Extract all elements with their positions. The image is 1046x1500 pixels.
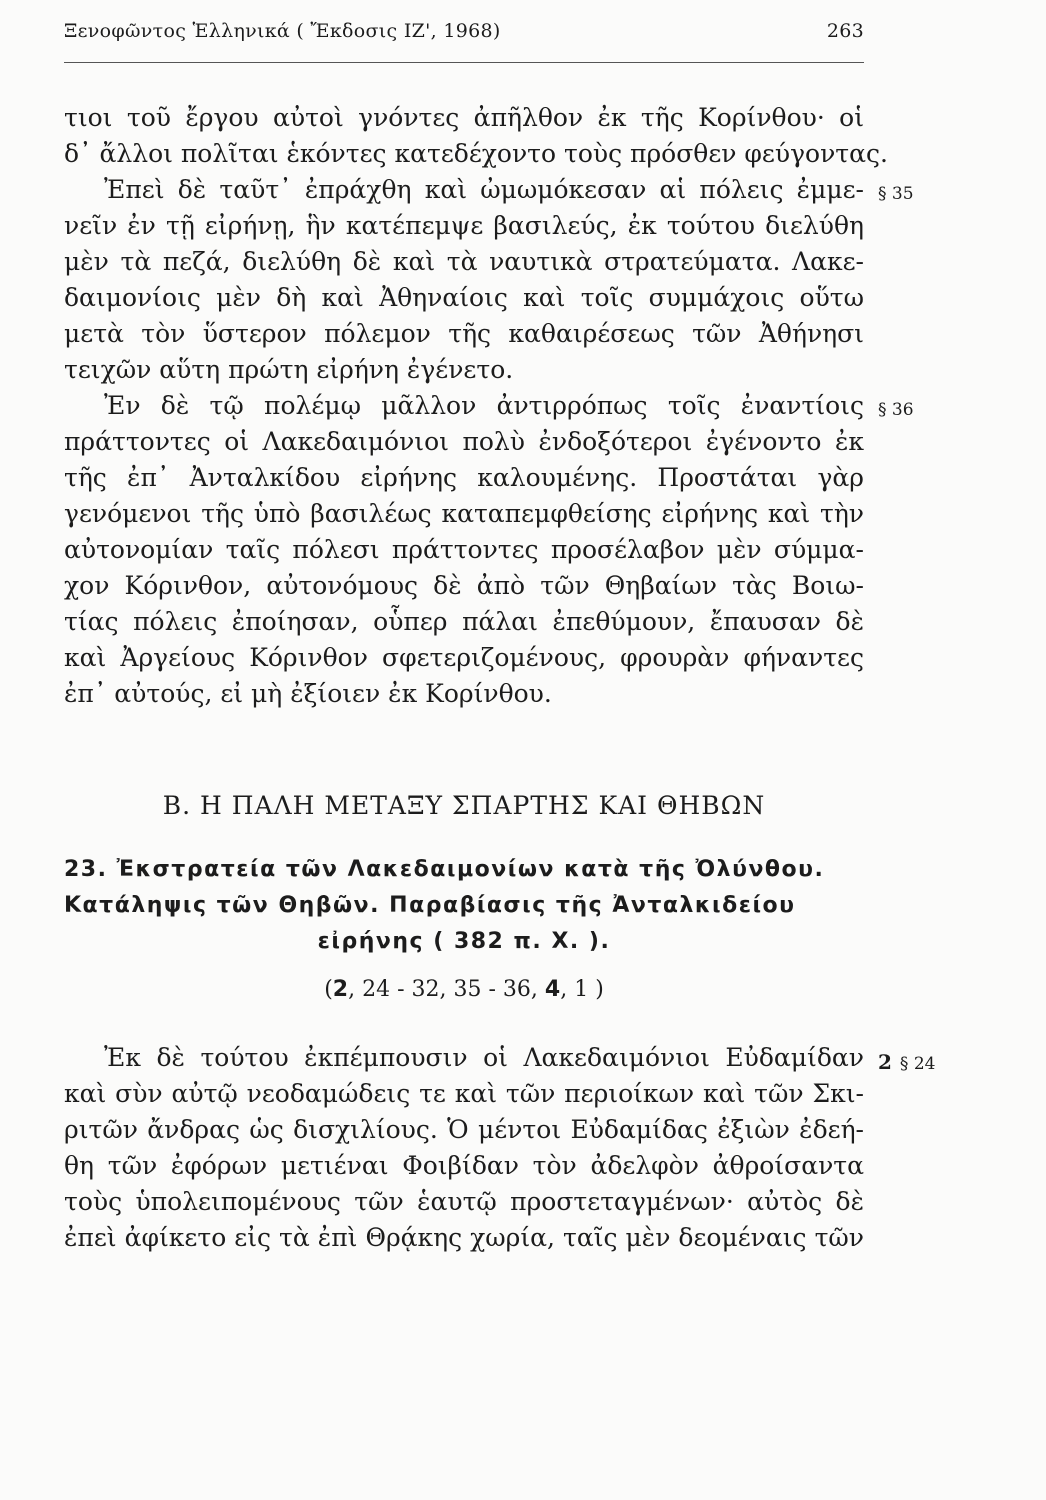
text-line: τῆς ἐπ᾿ Ἀνταλκίδου εἰρήνης καλουμένης. Προστάται γὰρ <box>64 463 864 492</box>
text-line: τοὺς ὑπολειπομένους τῶν ἑαυτῷ προστεταγμένων· αὐτὸς δὲ <box>64 1187 864 1216</box>
reference-book-b: 4 <box>544 977 561 1002</box>
reference-book-a: 2 <box>332 977 349 1002</box>
text-line: δαιμονίοις μὲν δὴ καὶ Ἀθηναίοις καὶ τοῖς συμμάχοις οὕτω <box>64 283 864 312</box>
text-line: πράττοντες οἱ Λακεδαιμόνιοι πολὺ ἐνδοξότεροι ἐγένοντο ἐκ <box>64 427 864 456</box>
chapter-title-line: 23. Ἐκστρατεία τῶν Λακεδαιμονίων κατὰ τῆς Ὀλύνθου. <box>64 857 825 882</box>
chapter-title-line: Κατάληψις τῶν Θηβῶν. Παραβίασις τῆς Ἀνταλκιδείου <box>64 893 796 918</box>
margin-section-36: § 36 <box>878 400 914 420</box>
text-line: νεῖν ἐν τῇ εἰρήνῃ, ἣν κατέπεμψε βασιλεύς, ἐκ τούτου διελύθη <box>64 211 864 240</box>
running-header <box>64 20 864 48</box>
text-line: Ἐπεὶ δὲ ταῦτ᾿ ἐπράχθη καὶ ὠμωμόκεσαν αἱ πόλεις ἐμμε- <box>104 175 864 204</box>
chapter-title-line: εἰρήνης ( 382 π. Χ. ). <box>317 929 611 954</box>
margin-section-35: § 35 <box>878 184 914 204</box>
text-line: θη τῶν ἐφόρων μετιέναι Φοιβίδαν τὸν ἀδελφὸν ἀθροίσαντα <box>64 1151 864 1180</box>
text-line: δ᾿ ἄλλοι πολῖται ἑκόντες κατεδέχοντο τοὺς πρόσθεν φεύγοντας. <box>64 139 888 168</box>
text-line: Ἐκ δὲ τούτου ἐκπέμπουσιν οἱ Λακεδαιμόνιοι Εὐδαμίδαν <box>104 1043 864 1072</box>
text-line: χον Κόρινθον, αὐτονόμους δὲ ἀπὸ τῶν Θηβαίων τὰς Βοιω- <box>64 571 864 600</box>
text-line: ἐπεὶ ἀφίκετο εἰς τὰ ἐπὶ Θρᾴκης χωρία, ταῖς μὲν δεομέναις τῶν <box>64 1223 864 1252</box>
text-line: τιοι τοῦ ἔργου αὐτοὶ γνόντες ἀπῆλθον ἐκ τῆς Κορίνθου· οἱ <box>64 103 864 132</box>
text-line: ἐπ᾿ αὐτούς, εἰ μὴ ἐξίοιεν ἐκ Κορίνθου. <box>64 679 552 708</box>
text-line: καὶ Ἀργείους Κόρινθον σφετεριζομένους, φρουρὰν φήναντες <box>64 643 864 672</box>
reference-close: , 1 ) <box>560 977 604 1002</box>
text-line: αὐτονομίαν ταῖς πόλεσι πράττοντες προσέλαβον μὲν σύμμα- <box>64 535 864 564</box>
page-number: 263 <box>826 20 864 42</box>
section-heading: Β. Η ΠΑΛΗ ΜΕΤΑΞΥ ΣΠΑΡΤΗΣ ΚΑΙ ΘΗΒΩΝ <box>162 791 766 820</box>
text-line: γενόμενοι τῆς ὑπὸ βασιλέως καταπεμφθείσης εἰρήνης καὶ τὴν <box>64 499 864 528</box>
text-line: μετὰ τὸν ὕστερον πόλεμον τῆς καθαιρέσεως τῶν Ἀθήνησι <box>64 319 864 348</box>
margin-book-number: 2 <box>878 1050 892 1074</box>
text-line: καὶ σὺν αὐτῷ νεοδαμώδεις τε καὶ τῶν περιοίκων καὶ τῶν Σκι- <box>64 1079 864 1108</box>
reference-range: , 24 - 32, 35 - 36, <box>348 977 538 1002</box>
margin-book-section <box>878 1044 935 1080</box>
text-line: Ἐν δὲ τῷ πολέμῳ μᾶλλον ἀντιρρόπως τοῖς ἐναντίοις <box>104 391 864 420</box>
text-line: μὲν τὰ πεζά, διελύθη δὲ καὶ τὰ ναυτικὰ στρατεύματα. Λακε- <box>64 247 864 276</box>
header-rule <box>64 62 864 63</box>
running-title: Ξενοφῶντος Ἑλληνικά ( Ἔκδοσις ΙΖ', 1968) <box>64 20 501 42</box>
text-line: ριτῶν ἄνδρας ὡς δισχιλίους. Ὁ μέντοι Εὐδαμίδας ἐξιὼν ἐδεή- <box>64 1115 864 1144</box>
text-line: τειχῶν αὕτη πρώτη εἰρήνη ἐγένετο. <box>64 355 514 384</box>
margin-section-24: § 24 <box>899 1054 936 1074</box>
text-line: τίας πόλεις ἐποίησαν, οὗπερ πάλαι ἐπεθύμουν, ἔπαυσαν δὲ <box>64 607 864 636</box>
source-reference <box>64 972 864 1008</box>
reference-open: ( <box>324 977 333 1002</box>
